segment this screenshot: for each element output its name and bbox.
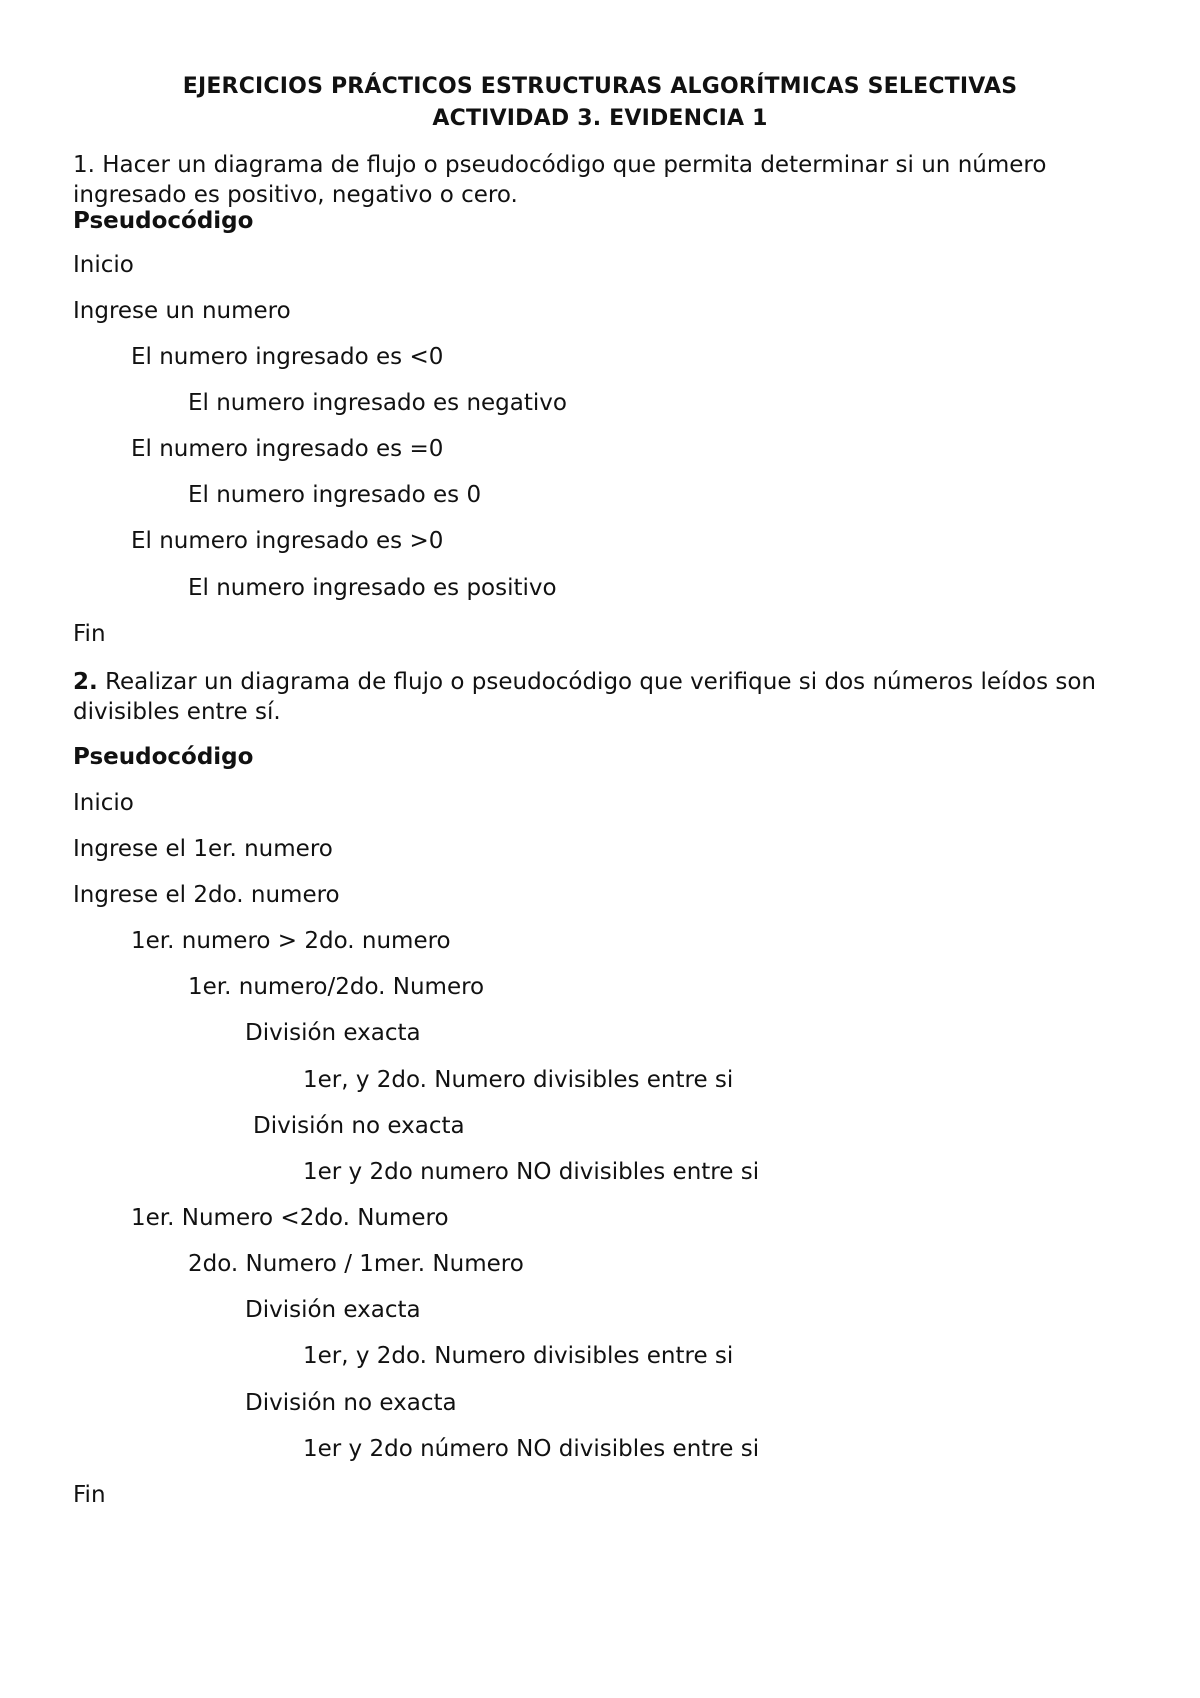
ex2-line-exact-2: División exacta: [245, 1297, 421, 1323]
ex2-line-divisible-2: 1er, y 2do. Numero divisibles entre si: [303, 1343, 734, 1369]
ex1-line-result-positive: El numero ingresado es positivo: [188, 575, 557, 601]
document-subtitle: ACTIVIDAD 3. EVIDENCIA 1: [432, 106, 768, 131]
ex1-line-cond-positive: El numero ingresado es >0: [131, 528, 444, 554]
exercise-2-number: 2.: [73, 669, 98, 695]
ex2-line-input-2: Ingrese el 2do. numero: [73, 882, 340, 908]
ex2-line-fin: Fin: [73, 1482, 106, 1508]
exercise-1-number: 1.: [73, 152, 95, 178]
ex1-line-result-negative: El numero ingresado es negativo: [188, 390, 567, 416]
ex1-line-fin: Fin: [73, 621, 106, 647]
document-title: EJERCICIOS PRÁCTICOS ESTRUCTURAS ALGORÍTMICAS SELECTIVAS: [182, 74, 1018, 99]
ex2-line-not-exact-1: División no exacta: [253, 1113, 465, 1139]
ex1-line-inicio: Inicio: [73, 252, 134, 278]
ex1-line-cond-zero: El numero ingresado es =0: [131, 436, 444, 462]
ex2-line-not-divisible-1: 1er y 2do numero NO divisibles entre si: [303, 1159, 760, 1185]
ex2-line-cond-greater: 1er. numero > 2do. numero: [131, 928, 451, 954]
ex2-line-not-divisible-2: 1er y 2do número NO divisibles entre si: [303, 1436, 760, 1462]
ex1-line-cond-negative: El numero ingresado es <0: [131, 344, 444, 370]
ex2-line-exact-1: División exacta: [245, 1020, 421, 1046]
ex1-line-input: Ingrese un numero: [73, 298, 291, 324]
ex2-line-input-1: Ingrese el 1er. numero: [73, 836, 333, 862]
exercise-2-text: Realizar un diagrama de flujo o pseudocódigo que verifique si dos números leídos son divisibles entre sí.: [73, 669, 1097, 725]
ex2-line-cond-less: 1er. Numero <2do. Numero: [131, 1205, 449, 1231]
exercise-1-statement: [73, 150, 1133, 210]
ex2-line-divide-1: 1er. numero/2do. Numero: [188, 974, 485, 1000]
ex1-line-result-zero: El numero ingresado es 0: [188, 482, 482, 508]
exercise-1-heading: Pseudocódigo: [73, 208, 254, 234]
exercise-2-statement: [73, 667, 1133, 727]
ex2-line-divisible-1: 1er, y 2do. Numero divisibles entre si: [303, 1067, 734, 1093]
ex2-line-not-exact-2: División no exacta: [245, 1390, 457, 1416]
ex2-line-inicio: Inicio: [73, 790, 134, 816]
exercise-1-text: Hacer un diagrama de flujo o pseudocódigo que permita determinar si un número ingresado es positivo, negativo o cero.: [73, 152, 1047, 208]
ex2-line-divide-2: 2do. Numero / 1mer. Numero: [188, 1251, 524, 1277]
exercise-2-heading: Pseudocódigo: [73, 744, 254, 770]
